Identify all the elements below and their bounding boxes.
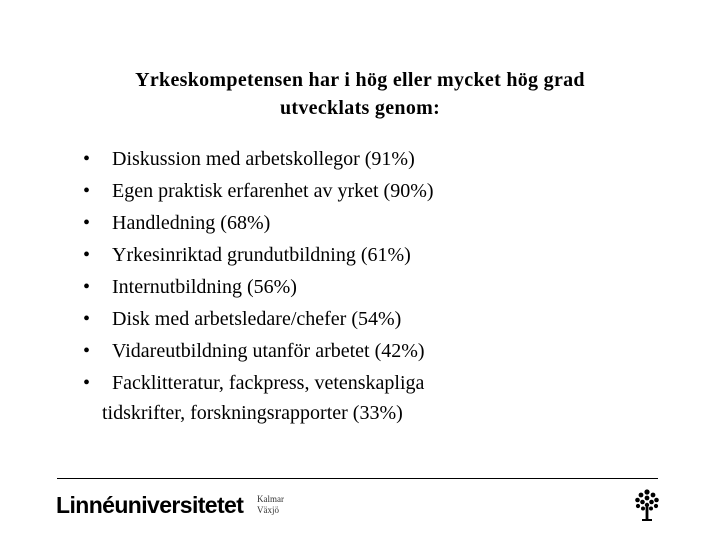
list-item: • Egen praktisk erfarenhet av yrket (90%) bbox=[76, 175, 676, 207]
bullet-icon: • bbox=[83, 308, 91, 330]
campus-kalmar: Kalmar bbox=[257, 494, 284, 504]
slide-title bbox=[60, 66, 660, 122]
logo-campus-names bbox=[257, 494, 284, 516]
tree-icon bbox=[633, 488, 661, 522]
campus-vaxjo: Växjö bbox=[257, 505, 279, 515]
list-item: • Yrkesinriktad grundutbildning (61%) bbox=[76, 239, 676, 271]
bullet-icon: • bbox=[83, 340, 91, 362]
list-item: • Diskussion med arbetskollegor (91%) bbox=[76, 143, 676, 175]
title-line-1: Yrkeskompetensen har i hög eller mycket hög grad bbox=[135, 69, 585, 91]
bullet-icon: • bbox=[83, 372, 91, 394]
bullet-icon: • bbox=[83, 276, 91, 298]
list-item: • Handledning (68%) bbox=[76, 207, 676, 239]
bullet-icon: • bbox=[83, 180, 91, 202]
bullet-icon: • bbox=[83, 148, 91, 170]
footer-divider bbox=[57, 478, 658, 479]
bullet-icon: • bbox=[83, 244, 91, 266]
list-item: • Facklitteratur, fackpress, vetenskapliga tidskrifter, forskningsrapporter (33%) bbox=[76, 367, 676, 429]
university-logo: Linnéuniversitetet bbox=[56, 492, 244, 518]
list-item: • Vidareutbildning utanför arbetet (42%) bbox=[76, 335, 676, 367]
list-item: • Internutbildning (56%) bbox=[76, 271, 676, 303]
bullet-list bbox=[76, 143, 676, 429]
title-line-2: utvecklats genom: bbox=[279, 97, 441, 119]
bullet-icon: • bbox=[83, 212, 91, 234]
list-item: • Disk med arbetsledare/chefer (54%) bbox=[76, 303, 676, 335]
list-item-continuation: tidskrifter, forskningsrapporter (33%) bbox=[102, 402, 403, 424]
